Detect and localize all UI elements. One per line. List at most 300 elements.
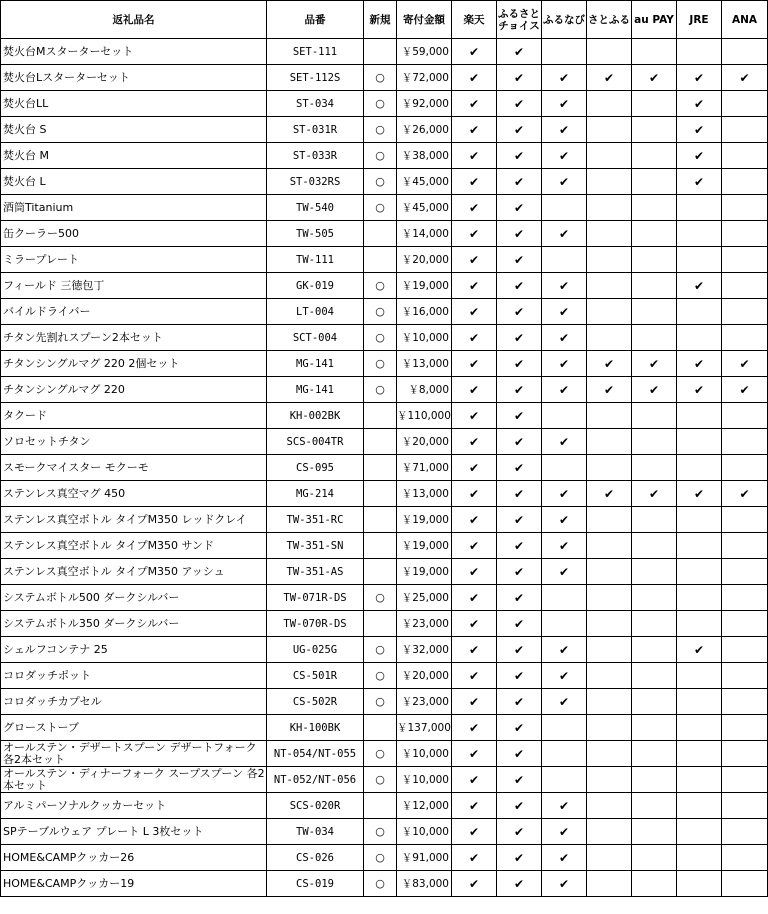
product-code-cell: MG-214 (267, 481, 364, 507)
jre-check-cell (677, 793, 722, 819)
product-code-cell: SCS-004TR (267, 429, 364, 455)
furusato-choice-check-cell: ✔ (497, 871, 542, 897)
donation-amount-cell: ￥71,000 (397, 455, 452, 481)
gift-name-cell: ステンレス真空ボトル タイプM350 サンド (1, 533, 267, 559)
new-marker-cell (364, 39, 397, 65)
new-marker-cell: ○ (364, 273, 397, 299)
new-marker-cell: ○ (364, 143, 397, 169)
jre-check-cell: ✔ (677, 143, 722, 169)
jre-check-cell (677, 455, 722, 481)
donation-amount-cell: ￥20,000 (397, 247, 452, 273)
header-furusato-choice-line: チョイス (498, 19, 540, 32)
donation-amount-cell: ￥8,000 (397, 377, 452, 403)
aupay-check-cell: ✔ (632, 351, 677, 377)
gift-name-cell: コロダッチポット (1, 663, 267, 689)
jre-check-cell (677, 663, 722, 689)
furusato-choice-check-cell: ✔ (497, 481, 542, 507)
donation-amount-cell: ￥23,000 (397, 611, 452, 637)
jre-check-cell: ✔ (677, 117, 722, 143)
satofull-check-cell (587, 247, 632, 273)
furunavi-check-cell: ✔ (542, 117, 587, 143)
table-row (1, 377, 768, 403)
new-marker-cell: ○ (364, 169, 397, 195)
ana-check-cell: ✔ (722, 377, 768, 403)
furusato-choice-check-cell: ✔ (497, 169, 542, 195)
rakuten-check-cell: ✔ (452, 169, 497, 195)
aupay-check-cell: ✔ (632, 377, 677, 403)
donation-amount-cell: ￥19,000 (397, 507, 452, 533)
furunavi-check-cell: ✔ (542, 689, 587, 715)
donation-amount-cell: ￥45,000 (397, 195, 452, 221)
donation-amount-cell: ￥19,000 (397, 533, 452, 559)
table-row (1, 871, 768, 897)
donation-amount-cell: ￥13,000 (397, 351, 452, 377)
ana-check-cell (722, 663, 768, 689)
furunavi-check-cell: ✔ (542, 169, 587, 195)
gift-name-cell: ミラープレート (1, 247, 267, 273)
donation-amount-cell: ￥12,000 (397, 793, 452, 819)
aupay-check-cell (632, 767, 677, 793)
satofull-check-cell (587, 663, 632, 689)
new-marker-cell (364, 793, 397, 819)
jre-check-cell (677, 871, 722, 897)
table-row (1, 143, 768, 169)
new-marker-cell: ○ (364, 65, 397, 91)
gift-name-cell: 焚火台Mスターターセット (1, 39, 267, 65)
furunavi-check-cell: ✔ (542, 663, 587, 689)
table-row (1, 169, 768, 195)
gift-name-cell: 焚火台Lスターターセット (1, 65, 267, 91)
furusato-choice-check-cell: ✔ (497, 637, 542, 663)
product-code-cell: TW-351-RC (267, 507, 364, 533)
product-code-cell: TW-111 (267, 247, 364, 273)
rakuten-check-cell: ✔ (452, 65, 497, 91)
jre-check-cell (677, 715, 722, 741)
product-code-cell: TW-070R-DS (267, 611, 364, 637)
ana-check-cell: ✔ (722, 65, 768, 91)
new-marker-cell: ○ (364, 871, 397, 897)
jre-check-cell (677, 221, 722, 247)
gift-name-cell: HOME&CAMPクッカー19 (1, 871, 267, 897)
gift-name-cell: 焚火台LL (1, 91, 267, 117)
table-row (1, 507, 768, 533)
gift-name-cell: コロダッチカプセル (1, 689, 267, 715)
furusato-choice-check-cell: ✔ (497, 273, 542, 299)
product-code-cell: ST-032RS (267, 169, 364, 195)
header-furusato-choice (497, 1, 542, 39)
table-row (1, 273, 768, 299)
jre-check-cell (677, 325, 722, 351)
rakuten-check-cell: ✔ (452, 767, 497, 793)
ana-check-cell (722, 533, 768, 559)
rakuten-check-cell: ✔ (452, 91, 497, 117)
new-marker-cell (364, 247, 397, 273)
ana-check-cell (722, 767, 768, 793)
jre-check-cell (677, 559, 722, 585)
new-marker-cell: ○ (364, 585, 397, 611)
furunavi-check-cell: ✔ (542, 351, 587, 377)
product-code-cell: CS-026 (267, 845, 364, 871)
new-marker-cell (364, 611, 397, 637)
satofull-check-cell (587, 845, 632, 871)
furunavi-check-cell (542, 585, 587, 611)
satofull-check-cell (587, 91, 632, 117)
new-marker-cell: ○ (364, 689, 397, 715)
ana-check-cell (722, 91, 768, 117)
jre-check-cell: ✔ (677, 273, 722, 299)
aupay-check-cell (632, 611, 677, 637)
table-row (1, 663, 768, 689)
satofull-check-cell (587, 507, 632, 533)
rakuten-check-cell: ✔ (452, 533, 497, 559)
furunavi-check-cell (542, 715, 587, 741)
donation-amount-cell: ￥72,000 (397, 65, 452, 91)
satofull-check-cell (587, 715, 632, 741)
gift-name-cell: 焚火台 L (1, 169, 267, 195)
new-marker-cell: ○ (364, 91, 397, 117)
ana-check-cell (722, 325, 768, 351)
aupay-check-cell (632, 91, 677, 117)
furusato-choice-check-cell: ✔ (497, 663, 542, 689)
aupay-check-cell (632, 429, 677, 455)
furusato-choice-check-cell: ✔ (497, 91, 542, 117)
jre-check-cell: ✔ (677, 169, 722, 195)
ana-check-cell (722, 845, 768, 871)
new-marker-cell: ○ (364, 819, 397, 845)
gift-name-cell: チタン先割れスプーン2本セット (1, 325, 267, 351)
jre-check-cell: ✔ (677, 481, 722, 507)
jre-check-cell (677, 247, 722, 273)
donation-amount-cell: ￥32,000 (397, 637, 452, 663)
rakuten-check-cell: ✔ (452, 585, 497, 611)
furunavi-check-cell: ✔ (542, 845, 587, 871)
rakuten-check-cell: ✔ (452, 325, 497, 351)
rakuten-check-cell: ✔ (452, 715, 497, 741)
table-row (1, 637, 768, 663)
header-row (1, 1, 768, 39)
table-row (1, 767, 768, 793)
aupay-check-cell (632, 195, 677, 221)
rakuten-check-cell: ✔ (452, 221, 497, 247)
jre-check-cell: ✔ (677, 637, 722, 663)
header-name: 返礼品名 (1, 1, 267, 39)
table-row (1, 403, 768, 429)
product-code-cell: MG-141 (267, 351, 364, 377)
rakuten-check-cell: ✔ (452, 559, 497, 585)
product-code-cell: ST-033R (267, 143, 364, 169)
new-marker-cell: ○ (364, 741, 397, 767)
new-marker-cell: ○ (364, 117, 397, 143)
product-code-cell: TW-505 (267, 221, 364, 247)
furusato-choice-check-cell: ✔ (497, 429, 542, 455)
gift-name-cell: システムボトル350 ダークシルバー (1, 611, 267, 637)
aupay-check-cell (632, 845, 677, 871)
ana-check-cell (722, 871, 768, 897)
aupay-check-cell (632, 455, 677, 481)
furunavi-check-cell: ✔ (542, 637, 587, 663)
product-code-cell: ST-031R (267, 117, 364, 143)
new-marker-cell: ○ (364, 663, 397, 689)
rakuten-check-cell: ✔ (452, 481, 497, 507)
satofull-check-cell (587, 143, 632, 169)
donation-amount-cell: ￥10,000 (397, 819, 452, 845)
satofull-check-cell (587, 637, 632, 663)
rakuten-check-cell: ✔ (452, 507, 497, 533)
gift-name-cell: ステンレス真空マグ 450 (1, 481, 267, 507)
satofull-check-cell (587, 169, 632, 195)
aupay-check-cell (632, 533, 677, 559)
ana-check-cell (722, 429, 768, 455)
donation-amount-cell: ￥19,000 (397, 273, 452, 299)
furunavi-check-cell: ✔ (542, 507, 587, 533)
gift-name-cell: タクード (1, 403, 267, 429)
donation-amount-cell: ￥23,000 (397, 689, 452, 715)
ana-check-cell (722, 689, 768, 715)
satofull-check-cell (587, 533, 632, 559)
aupay-check-cell (632, 299, 677, 325)
furusato-choice-check-cell: ✔ (497, 741, 542, 767)
furunavi-check-cell (542, 455, 587, 481)
ana-check-cell (722, 169, 768, 195)
new-marker-cell (364, 715, 397, 741)
rakuten-check-cell: ✔ (452, 143, 497, 169)
furusato-choice-check-cell: ✔ (497, 767, 542, 793)
donation-amount-cell: ￥83,000 (397, 871, 452, 897)
gift-name-cell: 酒筒Titanium (1, 195, 267, 221)
furusato-choice-check-cell: ✔ (497, 845, 542, 871)
furusato-choice-check-cell: ✔ (497, 533, 542, 559)
furusato-choice-check-cell: ✔ (497, 117, 542, 143)
rakuten-check-cell: ✔ (452, 689, 497, 715)
jre-check-cell (677, 585, 722, 611)
donation-amount-cell: ￥10,000 (397, 741, 452, 767)
furunavi-check-cell: ✔ (542, 91, 587, 117)
furusato-choice-check-cell: ✔ (497, 455, 542, 481)
table-row (1, 351, 768, 377)
table-row (1, 247, 768, 273)
ana-check-cell (722, 403, 768, 429)
header-amount: 寄付金額 (397, 1, 452, 39)
aupay-check-cell (632, 403, 677, 429)
aupay-check-cell (632, 819, 677, 845)
rakuten-check-cell: ✔ (452, 611, 497, 637)
table-row (1, 299, 768, 325)
table-row (1, 741, 768, 767)
furunavi-check-cell: ✔ (542, 143, 587, 169)
furusato-choice-check-cell: ✔ (497, 793, 542, 819)
donation-amount-cell: ￥92,000 (397, 91, 452, 117)
product-code-cell: SCS-020R (267, 793, 364, 819)
satofull-check-cell (587, 819, 632, 845)
satofull-check-cell (587, 429, 632, 455)
donation-amount-cell: ￥38,000 (397, 143, 452, 169)
furusato-choice-check-cell: ✔ (497, 65, 542, 91)
ana-check-cell (722, 585, 768, 611)
table-row (1, 39, 768, 65)
new-marker-cell: ○ (364, 767, 397, 793)
gift-name-cell: オールステン・ディナーフォーク スープスプーン 各2本セット (1, 767, 267, 793)
ana-check-cell (722, 455, 768, 481)
satofull-check-cell (587, 611, 632, 637)
product-code-cell: ST-034 (267, 91, 364, 117)
table-body (1, 39, 768, 897)
rakuten-check-cell: ✔ (452, 273, 497, 299)
jre-check-cell (677, 39, 722, 65)
furusato-choice-check-cell: ✔ (497, 143, 542, 169)
rakuten-check-cell: ✔ (452, 793, 497, 819)
jre-check-cell: ✔ (677, 91, 722, 117)
furusato-choice-check-cell: ✔ (497, 39, 542, 65)
gift-name-cell: ソロセットチタン (1, 429, 267, 455)
furusato-choice-check-cell: ✔ (497, 325, 542, 351)
new-marker-cell: ○ (364, 845, 397, 871)
donation-amount-cell: ￥20,000 (397, 663, 452, 689)
aupay-check-cell (632, 585, 677, 611)
aupay-check-cell (632, 689, 677, 715)
furunavi-check-cell (542, 195, 587, 221)
rakuten-check-cell: ✔ (452, 351, 497, 377)
furusato-choice-check-cell: ✔ (497, 221, 542, 247)
product-code-cell: TW-351-AS (267, 559, 364, 585)
jre-check-cell (677, 403, 722, 429)
aupay-check-cell (632, 273, 677, 299)
donation-amount-cell: ￥59,000 (397, 39, 452, 65)
table-row (1, 819, 768, 845)
product-code-cell: TW-034 (267, 819, 364, 845)
aupay-check-cell: ✔ (632, 481, 677, 507)
aupay-check-cell (632, 247, 677, 273)
gift-name-cell: アルミパーソナルクッカーセット (1, 793, 267, 819)
table-row (1, 845, 768, 871)
rakuten-check-cell: ✔ (452, 741, 497, 767)
ana-check-cell: ✔ (722, 351, 768, 377)
ana-check-cell (722, 247, 768, 273)
rakuten-check-cell: ✔ (452, 39, 497, 65)
product-code-cell: NT-054/NT-055 (267, 741, 364, 767)
gift-name-cell: 缶クーラー500 (1, 221, 267, 247)
header-rakuten: 楽天 (452, 1, 497, 39)
table-row (1, 611, 768, 637)
ana-check-cell (722, 143, 768, 169)
furunavi-check-cell: ✔ (542, 819, 587, 845)
gift-name-cell: ステンレス真空ボトル タイプM350 レッドクレイ (1, 507, 267, 533)
furunavi-check-cell: ✔ (542, 429, 587, 455)
jre-check-cell (677, 767, 722, 793)
satofull-check-cell (587, 793, 632, 819)
jre-check-cell (677, 429, 722, 455)
product-code-cell: TW-540 (267, 195, 364, 221)
satofull-check-cell (587, 585, 632, 611)
product-code-cell: CS-095 (267, 455, 364, 481)
rakuten-check-cell: ✔ (452, 819, 497, 845)
aupay-check-cell (632, 117, 677, 143)
product-code-cell: LT-004 (267, 299, 364, 325)
header-code: 品番 (267, 1, 364, 39)
ana-check-cell (722, 117, 768, 143)
satofull-check-cell (587, 767, 632, 793)
jre-check-cell (677, 507, 722, 533)
furunavi-check-cell: ✔ (542, 65, 587, 91)
ana-check-cell (722, 715, 768, 741)
furusato-choice-check-cell: ✔ (497, 195, 542, 221)
new-marker-cell (364, 533, 397, 559)
furunavi-check-cell: ✔ (542, 325, 587, 351)
donation-amount-cell: ￥10,000 (397, 325, 452, 351)
furusato-choice-check-cell: ✔ (497, 611, 542, 637)
furunavi-check-cell (542, 247, 587, 273)
table-row (1, 65, 768, 91)
ana-check-cell (722, 637, 768, 663)
table-row (1, 455, 768, 481)
satofull-check-cell (587, 39, 632, 65)
new-marker-cell: ○ (364, 195, 397, 221)
gift-name-cell: システムボトル500 ダークシルバー (1, 585, 267, 611)
furunavi-check-cell (542, 39, 587, 65)
product-code-cell: MG-141 (267, 377, 364, 403)
rakuten-check-cell: ✔ (452, 429, 497, 455)
satofull-check-cell (587, 221, 632, 247)
table-row (1, 481, 768, 507)
satofull-check-cell (587, 689, 632, 715)
furunavi-check-cell: ✔ (542, 871, 587, 897)
satofull-check-cell (587, 325, 632, 351)
product-code-cell: SET-112S (267, 65, 364, 91)
ana-check-cell (722, 299, 768, 325)
gift-name-cell: シェルフコンテナ 25 (1, 637, 267, 663)
satofull-check-cell: ✔ (587, 481, 632, 507)
aupay-check-cell (632, 221, 677, 247)
product-code-cell: KH-100BK (267, 715, 364, 741)
ana-check-cell (722, 507, 768, 533)
furusato-choice-check-cell: ✔ (497, 403, 542, 429)
new-marker-cell: ○ (364, 637, 397, 663)
aupay-check-cell (632, 143, 677, 169)
aupay-check-cell (632, 325, 677, 351)
product-code-cell: TW-071R-DS (267, 585, 364, 611)
rakuten-check-cell: ✔ (452, 195, 497, 221)
aupay-check-cell: ✔ (632, 65, 677, 91)
product-code-cell: GK-019 (267, 273, 364, 299)
table-row (1, 559, 768, 585)
product-code-cell: SET-111 (267, 39, 364, 65)
gift-name-cell: ステンレス真空ボトル タイプM350 アッシュ (1, 559, 267, 585)
satofull-check-cell (587, 273, 632, 299)
table-row (1, 91, 768, 117)
ana-check-cell: ✔ (722, 481, 768, 507)
rakuten-check-cell: ✔ (452, 845, 497, 871)
new-marker-cell (364, 481, 397, 507)
table-row (1, 715, 768, 741)
furunavi-check-cell (542, 767, 587, 793)
ana-check-cell (722, 793, 768, 819)
ana-check-cell (722, 559, 768, 585)
satofull-check-cell: ✔ (587, 351, 632, 377)
header-jre: JRE (677, 1, 722, 39)
rakuten-check-cell: ✔ (452, 871, 497, 897)
table-row (1, 195, 768, 221)
new-marker-cell (364, 429, 397, 455)
furunavi-check-cell: ✔ (542, 559, 587, 585)
furunavi-check-cell: ✔ (542, 273, 587, 299)
satofull-check-cell (587, 559, 632, 585)
furusato-choice-check-cell: ✔ (497, 351, 542, 377)
furusato-choice-check-cell: ✔ (497, 299, 542, 325)
satofull-check-cell: ✔ (587, 65, 632, 91)
furunavi-check-cell: ✔ (542, 299, 587, 325)
donation-amount-cell: ￥14,000 (397, 221, 452, 247)
new-marker-cell (364, 559, 397, 585)
aupay-check-cell (632, 39, 677, 65)
